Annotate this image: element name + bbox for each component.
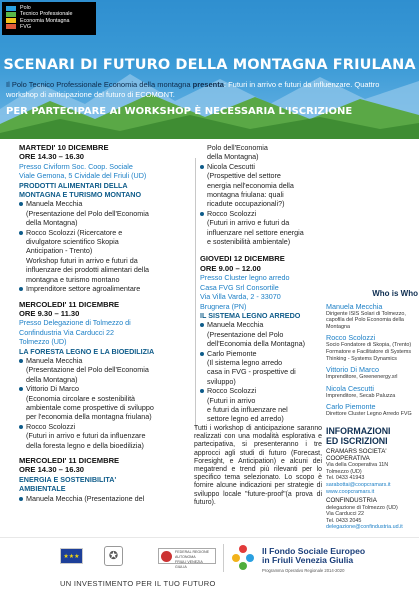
speaker-detail: divulgatore scientifico Skopia <box>26 237 119 247</box>
speaker-detail: ricadute occupazionali?) <box>207 199 285 209</box>
middle-column <box>200 143 324 424</box>
workshop-date: GIOVEDI 12 DICEMBRE <box>200 254 285 264</box>
speaker-detail: della foresta legno e della bioedilizia) <box>26 440 144 450</box>
intro-mid: : Futuri in arrivo e futuri da influenzare. Quattro workshop di anticipazione del futuro di <box>6 80 380 99</box>
workshop-4 <box>200 254 324 423</box>
speaker-detail: sviluppo) <box>207 376 236 386</box>
speaker-detail: energia nell'economia della <box>207 180 294 190</box>
org-address: Tolmezzo (UD) <box>326 468 362 475</box>
speaker-detail: (Economia circolare e sostenibilità <box>26 393 136 403</box>
workshop-location: Casa FVG Srl Consortile <box>200 282 279 292</box>
left-column <box>19 143 197 503</box>
logo-line: FVG <box>20 24 32 31</box>
person-role: Imprenditore, Greenenergy.srl <box>326 374 398 381</box>
workshop-title: MONTAGNA E TURISMO MONTANO <box>19 190 142 200</box>
logo-line: Economia Montagna <box>20 17 70 24</box>
org-phone: Tel. 0433 2045 <box>326 517 362 524</box>
speaker-detail: montagna friulana: quali <box>207 190 284 200</box>
workshop-title: LA FORESTA LEGNO E LA BIOEDILIZIA <box>19 346 155 356</box>
workshop-title: PRODOTTI ALIMENTARI DELLA <box>19 180 128 190</box>
workshop-3-continued <box>200 143 324 246</box>
workshop-3 <box>19 456 197 503</box>
org-name: CRAMARS SOCIETA' COOPERATIVA <box>326 447 387 462</box>
info-title: INFORMAZIONI <box>326 425 391 436</box>
org-email-link[interactable]: sarabottai@coopcramars.it <box>326 481 391 488</box>
speaker-detail: (Futuri in arrivo e futuri da <box>207 218 290 228</box>
logo-mark-icon <box>6 6 16 30</box>
speaker-detail: montagna e turismo montano <box>26 274 120 284</box>
workshop-location: Confindustria Via Carducci 22 <box>19 327 114 337</box>
workshop-location: Tolmezzo (UD) <box>19 337 67 347</box>
speaker-detail: (Presentazione del Polo dell'Economia <box>26 208 149 218</box>
speaker-detail: settore legno ed arredo) <box>207 414 284 424</box>
logo-line: Polo <box>20 5 31 11</box>
workshop-date: MERCOLEDI' 11 DICEMBRE <box>19 299 120 309</box>
person-role: Dirigente ISIS Solari di Tolmezzo, capofila del Polo Economia della Montagna <box>326 310 406 330</box>
person-name: Rocco Scolozzi <box>326 333 376 343</box>
italian-republic-emblem-icon: ✪ <box>104 546 123 566</box>
workshop-location: Brugnera (PN) <box>200 301 247 311</box>
who-is-who <box>326 291 418 531</box>
workshop-location: Viale Gemona, 5 Cividale del Friuli (UD) <box>19 171 147 181</box>
speaker-detail: Anticipation - Trento) <box>26 246 93 256</box>
speaker-item: Rocco Scolozzi <box>200 209 324 218</box>
speaker-detail: e sostenibilità ambientale) <box>207 237 291 247</box>
speaker-detail: della Montagna) <box>26 218 78 228</box>
header-banner <box>0 0 419 139</box>
fvg-region-logo <box>158 548 216 569</box>
workshop-description: Tutti i workshop di anticipazione saranno realizzati con una modalità esplorativa e partecipativa, si presenteranno i tre approcci agli studi di futuro (Forecast, Foresight, e Anticipation) e alcuni dei megatrend e trend più rilevanti per lo specifico tema selezionato. Lo scopo è fornire alcune indicazioni per strategie di sviluppo locale "future-proof"(a prova di futuro). <box>194 425 322 506</box>
fvg-eagle-icon <box>161 551 172 562</box>
org-name: CONFINDUSTRIA <box>326 497 377 505</box>
speaker-item: Manuela Mecchia <box>19 356 197 365</box>
speaker-detail: per l'economia della montagna friulana) <box>26 412 152 422</box>
speaker-item: Manuela Mecchia (Presentazione del <box>19 494 197 503</box>
speaker-item: Manuela Mecchia <box>19 199 197 208</box>
speaker-item: Manuela Mecchia <box>200 320 324 329</box>
speaker-detail: dell'Economia della Montagna) <box>207 339 306 349</box>
column-divider <box>195 158 196 428</box>
workshop-time: ORE 14.30 – 16.30 <box>19 152 85 162</box>
org-email-link[interactable]: delegazione@confindustria.ud.it <box>326 524 403 531</box>
polo-logo <box>2 2 96 35</box>
intro-end: ECOMONT. <box>135 90 175 99</box>
workshop-1 <box>19 143 197 294</box>
workshop-date: MERCOLEDI' 11 DICEMBRE <box>19 456 120 465</box>
speaker-detail: (Futuri in arrivo <box>207 395 256 405</box>
footer-divider <box>223 544 224 572</box>
org-phone: Tel. 0433 41943 <box>326 475 365 482</box>
workshop-location: Presso Delegazione di Tolmezzo di <box>19 318 131 328</box>
page-title: SCENARI DI FUTURO DELLA MONTAGNA FRIULANA <box>3 57 416 73</box>
eu-flag-icon: ★★★ <box>60 548 83 564</box>
footer <box>0 537 419 593</box>
speaker-item: Nicola Cescutti <box>200 162 324 171</box>
speaker-detail: (Presentazione del Polo dell'Economia <box>26 365 149 375</box>
org-address: delegazione di Tolmezzo (UD) <box>326 504 398 511</box>
intro-bold: presenta <box>192 80 224 89</box>
speaker-detail: Polo dell'Economia <box>207 143 268 152</box>
person-name: Carlo Piemonte <box>326 402 376 412</box>
fse-title <box>262 547 412 566</box>
speaker-detail: della Montagna) <box>207 152 259 162</box>
person-role: Socio Fondatore di Skopia, (Trento) Formatore e Facilitatore di Systems Thinking - Systems Dynamics <box>326 342 412 362</box>
speaker-detail: ambientale come prospettive di sviluppo <box>26 402 154 412</box>
person-name: Nicola Cescutti <box>326 383 374 393</box>
workshop-time: ORE 14.30 – 16.30 <box>19 465 85 475</box>
speaker-detail: casa in FVG - prospettive di <box>207 367 296 377</box>
intro-pre: Il Polo Tecnico Professionale Economia della montagna <box>6 80 193 89</box>
fvg-line: FEDERAL REGIONE AUTONOMA <box>175 550 210 559</box>
speaker-detail: e futuri da influenzare nel <box>207 404 288 414</box>
workshop-location: Presso Civiform Soc. Coop. Sociale <box>19 161 133 171</box>
org-website-link[interactable]: www.coopcramars.it <box>326 488 375 495</box>
workshop-date: MARTEDI' 10 DICEMBRE <box>19 143 109 152</box>
invest-slogan: UN INVESTIMENTO PER IL TUO FUTURO <box>60 579 216 588</box>
intro-text <box>6 80 413 100</box>
workshop-2 <box>19 300 197 451</box>
speaker-item: Imprenditore settore agroalimentare <box>19 284 197 293</box>
who-title: Who is Who <box>372 289 418 298</box>
registration-notice: PER PARTECIPARE AI WORKSHOP È NECESSARIA L'ISCRIZIONE <box>6 106 353 117</box>
speaker-detail: (Il sistema legno arredo <box>207 357 283 367</box>
info-title: ED ISCRIZIONI <box>326 435 388 446</box>
workshop-time: ORE 9.00 – 12.00 <box>200 263 261 273</box>
logo-line: Tecnico Professionale <box>20 11 73 18</box>
speaker-item: Carlo Piemonte <box>200 349 324 358</box>
speaker-detail: influenzare dei prodotti alimentari della <box>26 265 150 275</box>
person-name: Vittorio Di Marco <box>326 365 379 375</box>
person-role: Imprenditore, Secab Paluzza <box>326 392 396 399</box>
speaker-detail: (Futuri in arrivo e futuri da influenzare <box>26 431 146 441</box>
org-address: Via della Cooperativa 11N <box>326 462 389 469</box>
workshop-title: IL SISTEMA LEGNO ARREDO <box>200 310 301 320</box>
workshop-time: ORE 9.30 – 11.30 <box>19 308 80 318</box>
fse-logo-icon <box>229 543 257 571</box>
person-name: Manuela Mecchia <box>326 301 383 311</box>
speaker-detail: (Prospettive del settore <box>207 171 281 181</box>
org-address: Via Carducci 22 <box>326 511 364 518</box>
speaker-item: Vittorio Di Marco <box>19 384 197 393</box>
workshop-title: AMBIENTALE <box>19 484 66 494</box>
person-role: Direttore Cluster Legno Arredo FVG <box>326 411 412 418</box>
speaker-item: Rocco Scolozzi <box>19 422 197 431</box>
speaker-item: Rocco Scolozzi <box>200 386 324 395</box>
fvg-line: FRIULI VENEZIA GIULIA <box>175 560 203 569</box>
speaker-detail: (Presentazione del Polo <box>207 329 284 339</box>
fse-subtitle: Programma Operativo Regionale 2014-2020 <box>262 568 345 573</box>
speaker-detail: della Montagna) <box>26 374 78 384</box>
workshop-location: Presso Cluster legno arredo <box>200 273 290 283</box>
speaker-item: Rocco Scolozzi (Ricercatore e <box>19 228 197 237</box>
workshop-title: ENERGIA E SOSTENIBILITA' <box>19 474 117 484</box>
speaker-detail: Workshop futuri in arrivo e futuri da <box>26 255 138 265</box>
speaker-detail: influenzare nel settore energia <box>207 227 304 237</box>
workshop-location: Via Villa Varda, 2 - 33070 <box>200 292 281 302</box>
fse-line: in Friuli Venezia Giulia <box>262 555 354 566</box>
fse-line: Il Fondo Sociale Europeo <box>262 546 366 556</box>
